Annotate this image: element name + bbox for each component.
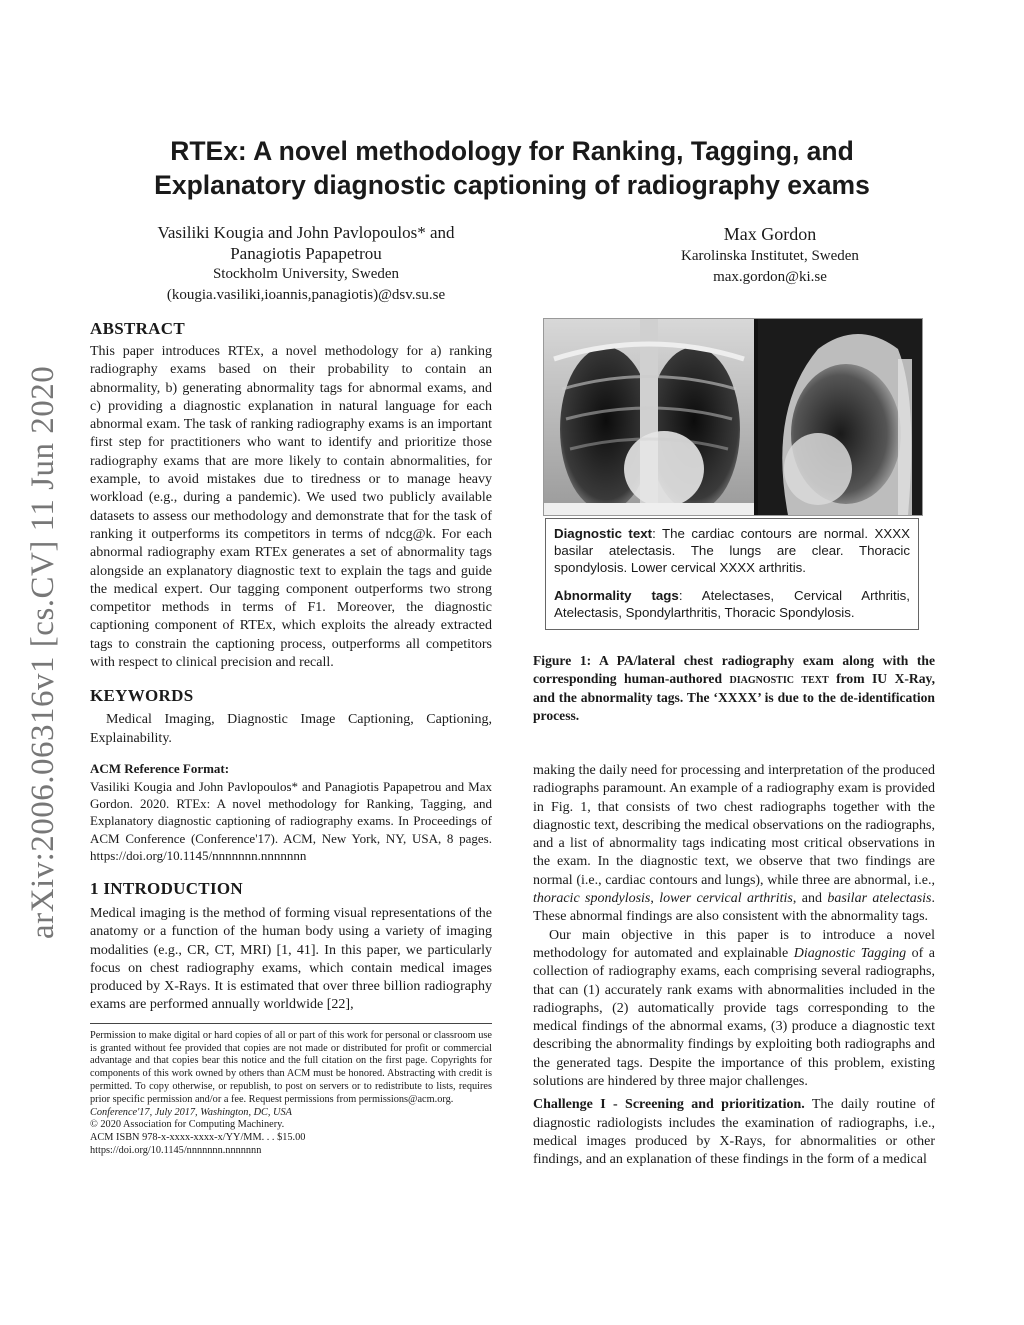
title-line-2: Explanatory diagnostic captioning of radiography exams [154, 170, 870, 200]
acm-reference-heading: ACM Reference Format: [90, 760, 230, 776]
para-text: , [650, 891, 654, 907]
diagnostic-body: : The cardiac contours are normal. XXXX basilar atelectasis. The lungs are clear. Thoracic spondylosis. Lower cervical XXXX arthritis. [554, 526, 910, 575]
chest-xray-lateral-image [758, 319, 922, 515]
paper-title [90, 134, 934, 202]
author-affiliation: Stockholm University, Sweden [212, 266, 400, 282]
left-column [90, 318, 492, 1158]
author-email: (kougia.vasiliki,ioannis,panagiotis)@dsv.su.se [166, 287, 446, 303]
emphasis: lower cervical arthritis [659, 891, 793, 907]
emphasis: basilar atelectasis [827, 891, 932, 907]
diagnostic-text-box [545, 518, 919, 630]
author-affiliation: Karolinska Institutet, Sweden [681, 248, 859, 264]
para-text: Our main objective in this paper is to introduce a novel methodology for automated and explainable [533, 927, 935, 961]
permission-notice [90, 1030, 492, 1158]
diagnostic-text [554, 525, 910, 576]
author-block-left [110, 222, 502, 306]
caption-smallcaps: diagnostic text [729, 671, 829, 687]
para-text: , and [792, 891, 822, 907]
keywords-text: Medical Imaging, Diagnostic Image Captioning, Captioning, Explainability. [90, 712, 492, 746]
emphasis: Diagnostic Tagging [793, 945, 907, 961]
right-column [533, 762, 935, 1170]
challenge-paragraph [533, 1096, 935, 1169]
para-text: of a collection of radiography exams, each comprising several radiographs, that can (1) accurately rank exams with abnormalities included in the radiographs, (2) automatically provide tags corresponding to the medical findings of the abnormal exams, (3) produce a diagnostic text describing the abnormality findings by exploiting both radiographs and the generated tags. Despite the importance of this problem, existing solutions are hindered by three major challenges. [533, 945, 935, 1090]
chest-xray-pa-image [544, 319, 754, 515]
figure-caption [533, 652, 935, 726]
abnormality-tags-label: Abnormality tags [554, 588, 679, 603]
abstract-text: This paper introduces RTEx, a novel methodology for a) ranking radiography exams based on their probability to contain an abnormality, b) generating abnormality tags for abnormal exams, and c) providing a diagnostic explanation in natural language for each abnormal exam. The task of ranking radiography exams is an important first step for practitioners who want to identify and prioritize those radiography exams that are more likely to contain abnormalities, for example, to avoid mistakes due to tiredness or to manage heavy workload (e.g., during a pandemic). We used two publicly available datasets to assess our methodology and demonstrate that for the task of ranking it outperforms its competitors in terms of ndcg@k. For each abnormal radiography exam RTEx generates a set of abnormality tags alongside an explanatory diagnostic text to explain the tags and guide the medical expert. Our tagging component outperforms two strong competitor methods in terms of F1. Moreover, the diagnostic captioning component of RTEx, which exploits the already extracted tags to constrain the captioning process, outperforms all competitors with respect to clinical precision and recall. [90, 344, 492, 671]
author-names-line1: Vasiliki Kougia and John Pavlopoulos* and [157, 223, 455, 242]
challenge-heading: Challenge I - Screening and prioritization. [533, 1097, 805, 1113]
doi-link[interactable]: https://doi.org/10.1145/nnnnnnn.nnnnnnn [90, 1144, 262, 1156]
title-line-1: RTEx: A novel methodology for Ranking, Tagging, and [170, 136, 854, 166]
author-email: max.gordon@ki.se [713, 269, 827, 285]
copyright-line: © 2020 Association for Computing Machinery. [90, 1119, 285, 1131]
abnormality-tags [554, 587, 910, 621]
author-name: Max Gordon [723, 224, 817, 244]
caption-part-b: from IU X-Ray, and the abnormality tags. The ‘XXXX’ is due to the de-identification process. [533, 671, 935, 724]
arxiv-identifier: arXiv:2006.06316v1 [cs.CV] 11 Jun 2020 [25, 365, 61, 940]
isbn-line: ACM ISBN 978-x-xxxx-xxxx-x/YY/MM. . . $15.00 [90, 1132, 306, 1144]
introduction-heading: 1 INTRODUCTION [90, 878, 243, 898]
abstract-heading: ABSTRACT [90, 319, 185, 338]
para-text: The daily routine of diagnostic radiologists includes the examination of radiographs, i.e., medical images produced by X-Rays, for abnormalities or other findings, and an explanation of these findings in the form of a medical [533, 1097, 935, 1168]
conference-line: Conference'17, July 2017, Washington, DC, USA [90, 1106, 292, 1118]
intro-continued-paragraph [533, 762, 935, 927]
author-names-line2: Panagiotis Papapetrou [230, 244, 382, 263]
keywords-heading: KEYWORDS [90, 686, 194, 706]
permission-text: Permission to make digital or hard copies of all or part of this work for personal or classroom use is granted without fee provided that copies are not made or distributed for profit or commercial advantage and that copies bear this notice and the full citation on the first page. Copyrights for components of this work owned by others than ACM must be honored. Abstracting with credit is permitted. To copy otherwise, or republish, to post on servers or to redistribute to lists, requires prior specific permission and/or a fee. Request permissions from permissions@acm.org. [90, 1029, 492, 1105]
objective-paragraph [533, 927, 935, 1092]
radiograph-figure [543, 318, 923, 516]
emphasis: thoracic spondylosis [533, 891, 651, 907]
para-text: . These abnormal findings are also consistent with the abnormality tags. [533, 891, 935, 925]
diagnostic-label: Diagnostic text [554, 526, 653, 541]
acm-reference-text: Vasiliki Kougia and John Pavlopoulos* and Panagiotis Papapetrou and Max Gordon. 2020. RTEx: A novel methodology for Ranking, Tagging, and Explanatory diagnostic captioning of radiography exams. In Proceedings of ACM Conference (Conference'17). ACM, New York, NY, USA, 8 pages. https://doi.org/10.1145/nnnnnnn.nnnnnnn [90, 778, 492, 863]
footnote-divider [90, 1023, 492, 1024]
caption-part-a: Figure 1: A PA/lateral chest radiography exam along with the corresponding human-authored [533, 653, 935, 687]
author-block-right [610, 222, 930, 288]
para-text: making the daily need for processing and interpretation of the produced radiographs paramount. An example of a radiography exam is provided in Fig. 1, that consists of two chest radiographs together with the diagnostic text, describing the medical observations on the radiographs, and a list of abnormality tags indicating most critical observations in the exam. In the diagnostic text, we observe that two findings are normal (i.e., cardiac contours and lungs), while three are abnormal, i.e., [533, 763, 935, 888]
introduction-paragraph: Medical imaging is the method of forming visual representations of the anatomy or a function of the human body using a variety of imaging modalities (e.g., CR, CT, MRI) [1, 41]. In this paper, we particularly focus on chest radiography exams, which contain medical images produced by X-Rays. It is estimated that over three billion radiography exams are performed annually worldwide [22], [90, 905, 492, 1013]
abnormality-tags-body: : Atelectases, Cervical Arthritis, Atelectasis, Spondylarthritis, Thoracic Spondylosis. [554, 588, 910, 620]
